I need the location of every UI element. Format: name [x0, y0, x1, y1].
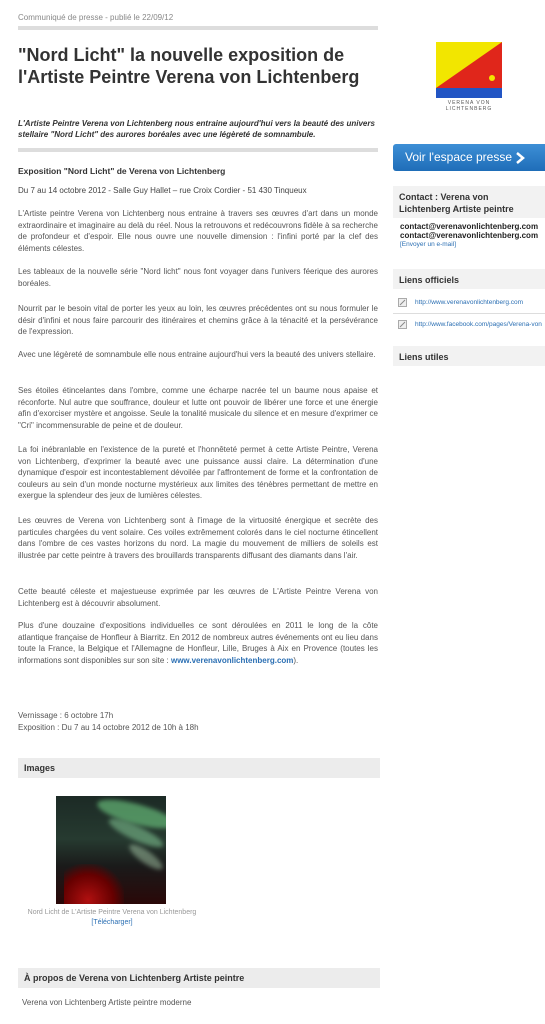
paragraph [18, 620, 378, 666]
link-url: http://www.facebook.com/pages/Verena-von [415, 321, 542, 329]
press-space-button[interactable] [393, 144, 545, 171]
chevron-right-icon [513, 151, 527, 165]
about-text: Verena von Lichtenberg Artiste peintre moderne [22, 998, 192, 1007]
paragraph: La foi inébranlable en l'existence de la pureté et l'honnêteté permet à cette Artiste Peintre, Verena von Lichtenberg, d'exprimer la beauté avec une puissance aussi claire. La détermination d'une dynamique d'espoir est incontestablement dévoilée par l'affrontement de forme et la confrontation de couleurs au sein d'un monde nocturne mystérieux aux limites des ténèbres permettant de mettre en exergue la splendeur des jeux de lumières célestes. [18, 445, 378, 500]
image-caption: Nord Licht de L'Artiste Peintre Verena von Lichtenberg [27, 909, 197, 916]
artist-site-link[interactable]: www.verenavonlichtenberg.com [170, 655, 294, 665]
artwork-thumbnail[interactable] [56, 796, 166, 904]
divider [18, 148, 378, 152]
paragraph-text: Plus d'une douzaine d'expositions individuelles ce sont déroulées en 2011 le long de la côte atlantique française de Honfleur à Biarritz. En 2012 de nombreux autres événements ont eu lieu dans toute la France, la Belgique et l'Allemagne de Honfleur, Lille, Bruges à Aix en Provence (toutes les informations sont disponibles sur son site : [18, 621, 378, 665]
link-icon [398, 320, 407, 329]
paragraph: Les œuvres de Verena von Lichtenberg sont à l'image de la virtuosité énergique et secrète des particules chargées du vent solaire. Ces voiles extrêmement colorés dans le ciel nocturne étincellent dans l'ombre de ces vastes horizons du nord. La magie du mouvement de milliers de soleils est illustrée par cette peintre à travers des brouillards transparents diffusant des diamants dans l'air. [18, 516, 378, 560]
paragraph: Avec une légèreté de somnambule elle nous entraine aujourd'hui vers la beauté des univers stellaire. [18, 350, 376, 359]
download-link[interactable]: [Télécharger] [91, 919, 133, 926]
official-link-facebook[interactable] [398, 320, 545, 329]
page-title: "Nord Licht" la nouvelle exposition de l'Artiste Peintre Verena von Lichtenberg [18, 45, 360, 87]
images-section-header: Images [18, 758, 380, 778]
useful-links-header: Liens utiles [393, 346, 545, 366]
vernissage-info: Vernissage : 6 octobre 17h [18, 711, 114, 720]
paragraph: Ses étoiles étincelantes dans l'ombre, comme une écharpe nacrée tel un baume nous apaise et réconforte. Nul autre que souffrance, douleur et lutte ont pouvoir de libérer une force et une énergie afin d'exorciser mystère et angoisse. Seule la tonalité musicale du silence et en mesure d'exprimer ce "Cri" incommensurable de peine et de douleur. [18, 386, 378, 430]
paragraph: Nourrit par le besoin vital de porter les yeux au loin, les œuvres précédentes ont su nous formuler le désir d'infini et nous faire parcourir des itinéraires et chemins grâce à la ténacité et la persévérance de l'expression. [18, 304, 378, 336]
contact-header: Contact : Verena von Lichtenberg Artiste peintre [393, 186, 545, 218]
paragraph-end: ). [293, 655, 299, 665]
artist-logo [436, 42, 502, 98]
paragraph: L'Artiste peintre Verena von Lichtenberg nous entraine à travers ses œuvres d'art dans un monde extraordinaire et imaginaire au delà du réel. Nous la retrouvons et redécouvrons fidèle à sa recherche de profondeur et d'espoir. Elle nous ouvre une nouvelle dimension : l'infini porté par la clef des éléments célestes. [18, 209, 378, 253]
paragraph: Cette beauté céleste et majestueuse exprimée par les œuvres de L'Artiste Peintre Verena von Lichtenberg est à découvrir absolument. [18, 587, 378, 608]
exhibition-dateline: Du 7 au 14 octobre 2012 - Salle Guy Hallet – rue Croix Cordier - 51 430 Tinqueux [18, 186, 307, 195]
official-link-website[interactable] [398, 298, 545, 307]
red-landscape-shape [64, 864, 124, 904]
link-url: http://www.verenavonlichtenberg.com [415, 299, 524, 307]
divider [393, 313, 545, 314]
official-links-header: Liens officiels [393, 269, 545, 289]
exhibition-subhead: Exposition "Nord Licht" de Verena von Lichtenberg [18, 166, 226, 176]
about-section-header: À propos de Verena von Lichtenberg Artiste peintre [18, 968, 380, 988]
divider [18, 26, 378, 30]
publish-meta: Communiqué de presse - publié le 22/09/12 [18, 13, 174, 22]
paragraph: Les tableaux de la nouvelle série "Nord licht" nous font voyager dans l'univers féerique des aurores boréales. [18, 267, 378, 288]
send-email-link[interactable]: [Envoyer un e-mail] [400, 241, 456, 248]
exposition-info: Exposition : Du 7 au 14 octobre 2012 de 10h à 18h [18, 723, 199, 732]
lead-text: L'Artiste Peintre Verena von Lichtenberg nous entraine aujourd'hui vers la beauté des univers stellaire "Nord Licht" des aurores boréales avec une légèreté de somnambule. [18, 119, 375, 139]
contact-email[interactable]: contact@verenavonlichtenberg.com [400, 222, 539, 231]
link-icon [398, 298, 407, 307]
contact-email[interactable]: contact@verenavonlichtenberg.com [400, 231, 539, 240]
logo-text: VERENA VON LICHTENBERG [445, 100, 493, 112]
press-space-label: Voir l'espace presse [405, 150, 513, 164]
